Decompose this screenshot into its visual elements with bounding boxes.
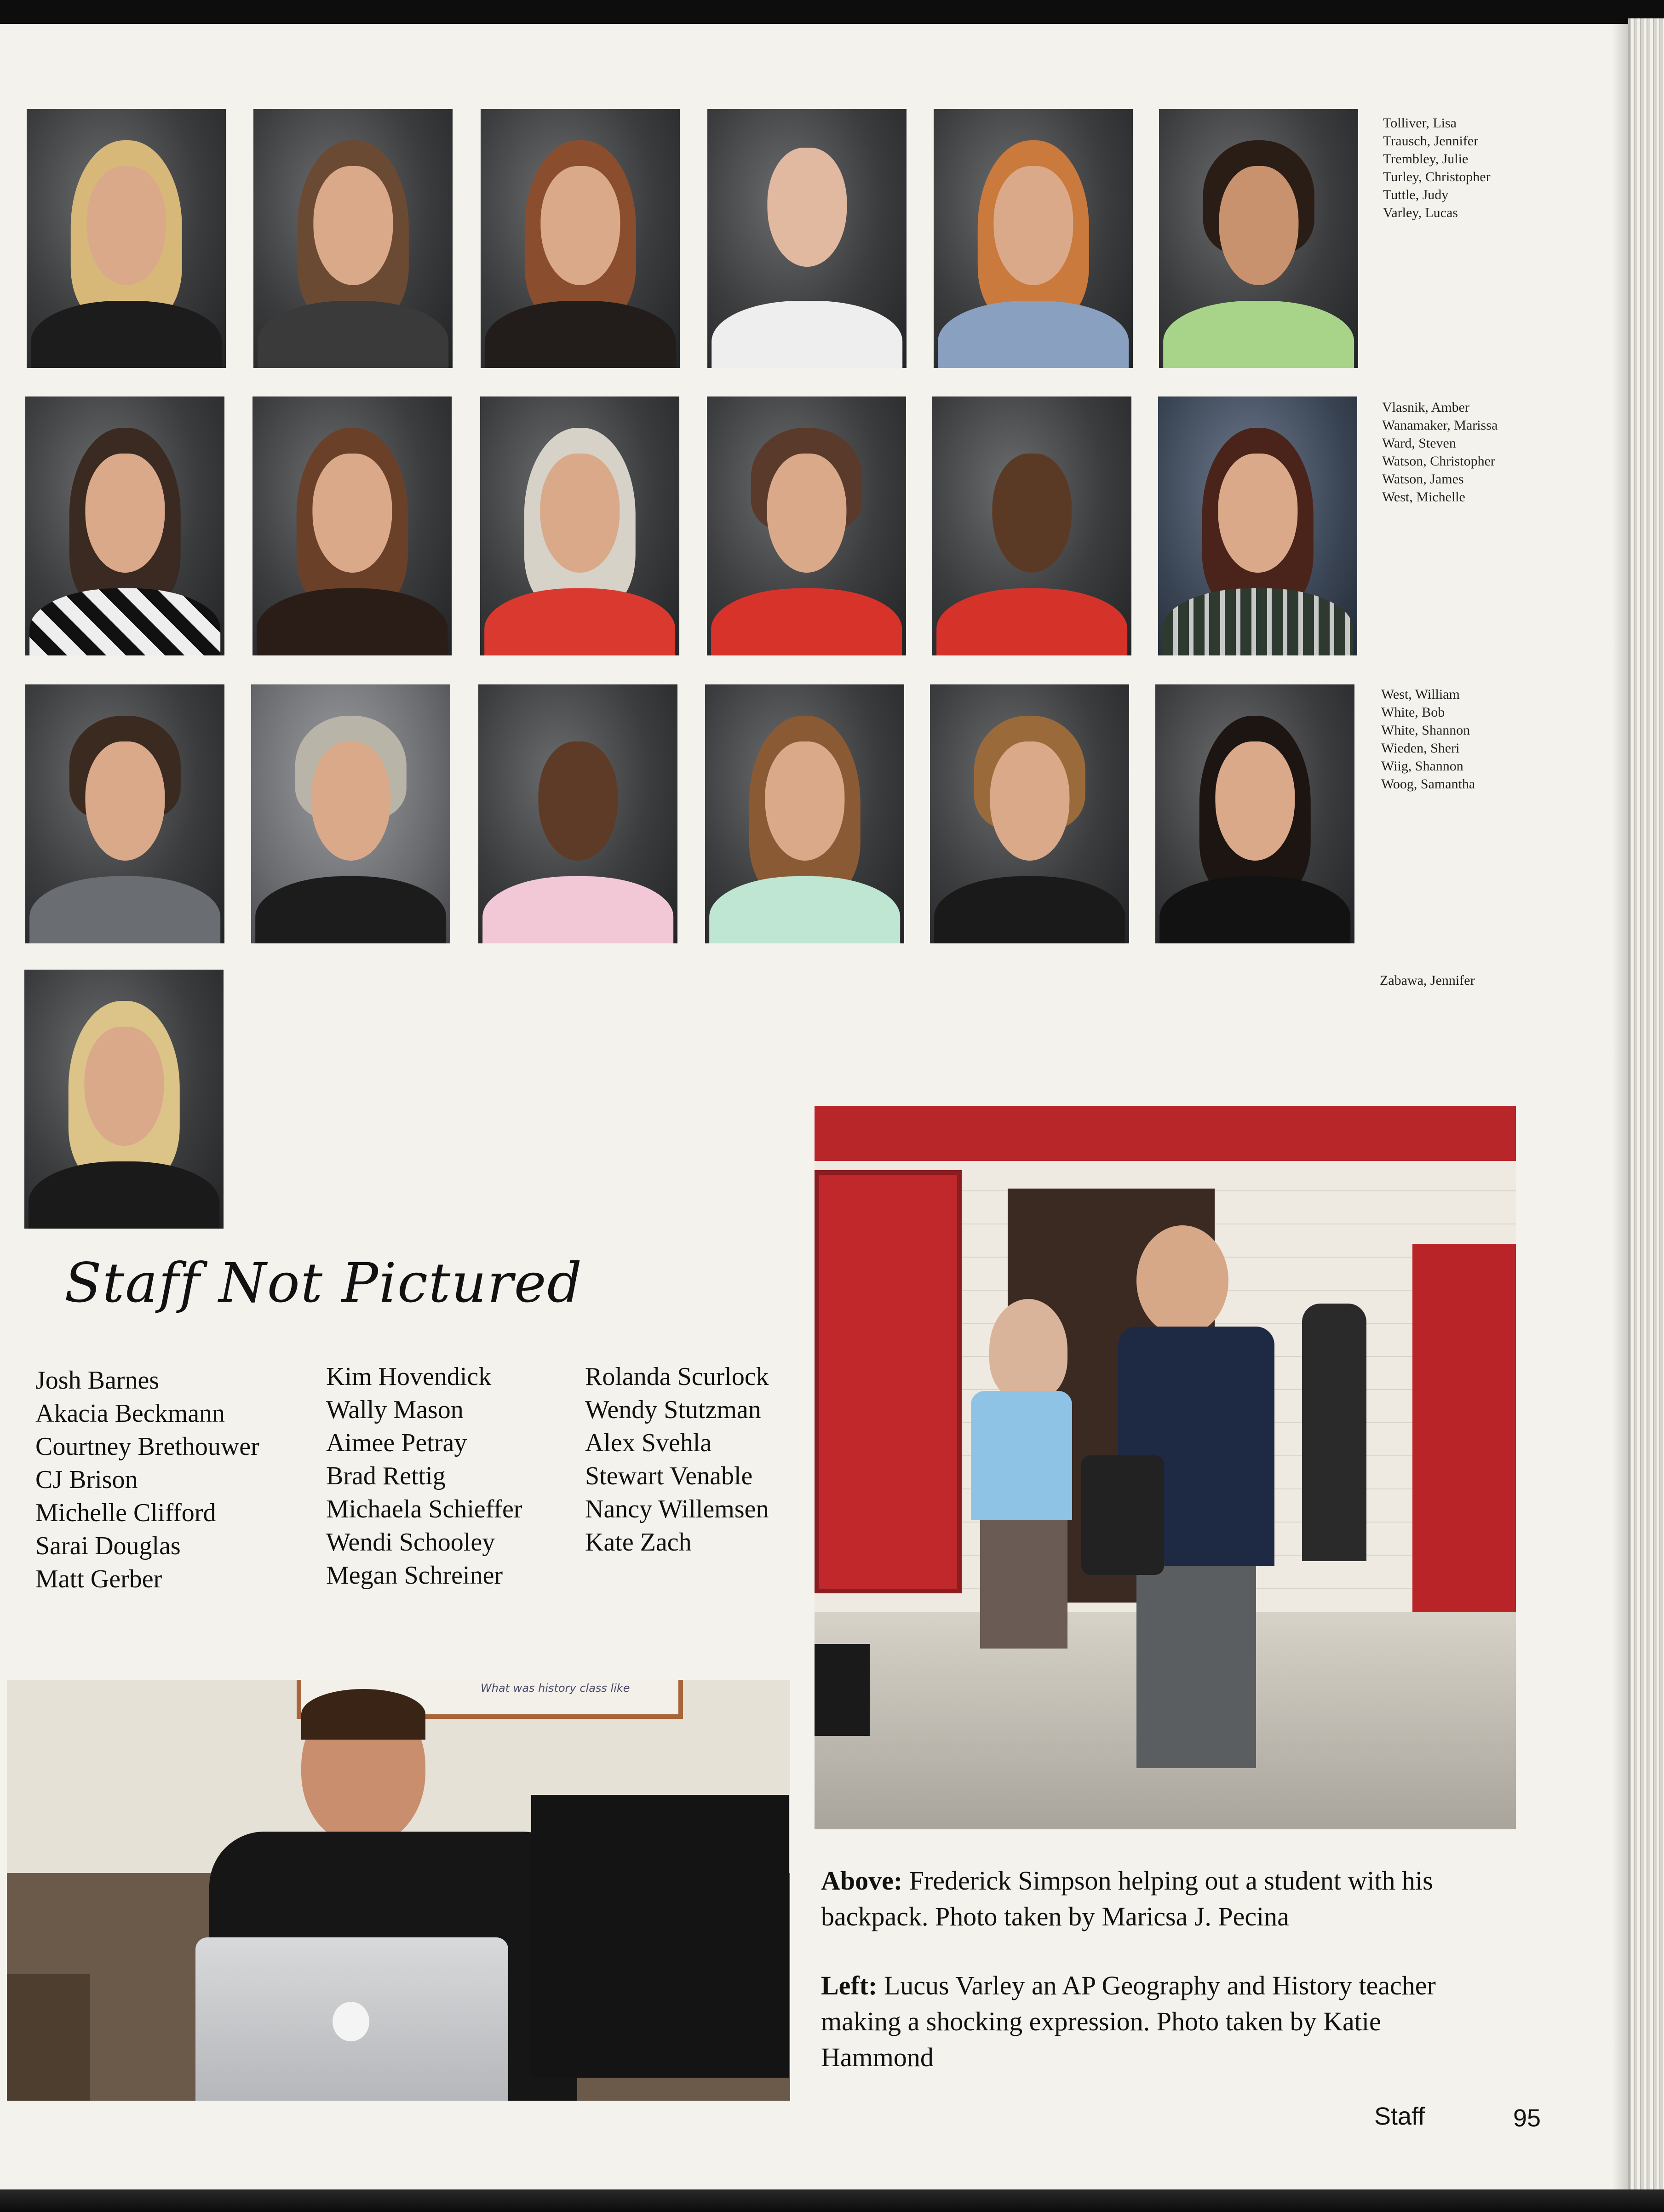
staff-name: West, Michelle [1382, 489, 1465, 505]
staff-not-pictured-heading: Staff Not Pictured [64, 1251, 583, 1315]
caption-above [821, 1863, 1465, 1935]
staff-name: Wanamaker, Marissa [1382, 418, 1498, 433]
list-item: Rolanda Scurlock [585, 1362, 769, 1391]
portrait-tolliver-lisa [27, 109, 226, 368]
list-item: Wendi Schooley [326, 1528, 495, 1557]
list-item: CJ Brison [35, 1465, 138, 1494]
portrait-vlasnik-amber [25, 396, 224, 655]
list-item: Brad Rettig [326, 1462, 446, 1490]
list-item: Wendy Stutzman [585, 1396, 761, 1424]
list-item: Kate Zach [585, 1528, 692, 1557]
list-item: Aimee Petray [326, 1429, 467, 1457]
caption-left-text: Lucus Varley an AP Geography and History teacher making a shocking expression. Photo taken by Katie Hammond [821, 1971, 1436, 2072]
staff-name: Watson, Christopher [1382, 454, 1495, 469]
portrait-tuttle-judy [934, 109, 1133, 368]
portrait-zabawa-jennifer [24, 970, 224, 1229]
staff-name: Ward, Steven [1382, 436, 1456, 451]
staff-name: Wieden, Sheri [1381, 741, 1460, 756]
portrait-trausch-jennifer [253, 109, 453, 368]
staff-name: Tolliver, Lisa [1383, 115, 1457, 131]
portrait-wanamaker-marissa [252, 396, 452, 655]
footer-section-label: Staff [1374, 2103, 1425, 2130]
spine-shadow [1612, 18, 1630, 2194]
names-row-1 [1383, 114, 1491, 222]
staff-not-pictured-column-1 [35, 1364, 259, 1596]
list-item: Kim Hovendick [326, 1362, 492, 1391]
staff-name: Varley, Lucas [1383, 205, 1458, 220]
staff-name: White, Shannon [1381, 723, 1470, 738]
list-item: Stewart Venable [585, 1462, 753, 1490]
names-row-4 [1380, 971, 1475, 989]
hallway-photo [815, 1106, 1516, 1829]
portrait-wieden-sheri [705, 684, 904, 943]
names-row-3 [1381, 685, 1475, 793]
portrait-turley-christopher [707, 109, 907, 368]
caption-left-label: Left: [821, 1971, 878, 2000]
portrait-wiig-shannon [930, 684, 1129, 943]
staff-name: Trembley, Julie [1383, 151, 1469, 167]
portrait-ward-steven [480, 396, 679, 655]
portrait-watson-christopher [707, 396, 906, 655]
list-item: Akacia Beckmann [35, 1399, 225, 1428]
list-item: Megan Schreiner [326, 1561, 503, 1590]
whiteboard-writing: What was history class like [481, 1682, 630, 1695]
list-item: Sarai Douglas [35, 1532, 181, 1560]
page-stack-edge [1628, 18, 1664, 2194]
staff-name: Watson, James [1382, 471, 1464, 487]
staff-name: West, William [1381, 687, 1460, 702]
teacher-photo [7, 1680, 790, 2101]
portrait-watson-james [932, 396, 1131, 655]
staff-name: Vlasnik, Amber [1382, 400, 1469, 415]
list-item: Josh Barnes [35, 1366, 160, 1395]
staff-name: White, Bob [1381, 705, 1445, 720]
apple-logo-icon [333, 2002, 369, 2041]
page-top-edge [0, 0, 1664, 24]
page-number: 95 [1513, 2104, 1541, 2132]
staff-name: Turley, Christopher [1383, 169, 1491, 184]
staff-not-pictured-column-2 [326, 1360, 522, 1592]
staff-name: Trausch, Jennifer [1383, 133, 1479, 149]
staff-name: Woog, Samantha [1381, 776, 1475, 792]
staff-not-pictured-column-3 [585, 1360, 769, 1559]
portrait-west-william [25, 684, 224, 943]
staff-name: Zabawa, Jennifer [1380, 973, 1475, 988]
portrait-west-michelle [1158, 396, 1357, 655]
list-item: Michelle Clifford [35, 1499, 216, 1527]
portrait-woog-samantha [1155, 684, 1354, 943]
list-item: Wally Mason [326, 1396, 464, 1424]
portrait-white-shannon [478, 684, 677, 943]
staff-name: Tuttle, Judy [1383, 187, 1449, 202]
list-item: Courtney Brethouwer [35, 1432, 259, 1461]
list-item: Alex Svehla [585, 1429, 712, 1457]
caption-above-text: Frederick Simpson helping out a student with his backpack. Photo taken by Maricsa J. Pecina [821, 1866, 1433, 1931]
caption-left [821, 1968, 1465, 2075]
staff-name: Wiig, Shannon [1381, 758, 1463, 774]
list-item: Matt Gerber [35, 1565, 162, 1593]
list-item: Michaela Schieffer [326, 1495, 522, 1523]
page-bottom-edge [0, 2189, 1664, 2212]
caption-above-label: Above: [821, 1866, 903, 1896]
names-row-2 [1382, 398, 1498, 506]
portrait-trembley-julie [481, 109, 680, 368]
portrait-white-bob [251, 684, 450, 943]
list-item: Nancy Willemsen [585, 1495, 769, 1523]
portrait-varley-lucas [1159, 109, 1358, 368]
